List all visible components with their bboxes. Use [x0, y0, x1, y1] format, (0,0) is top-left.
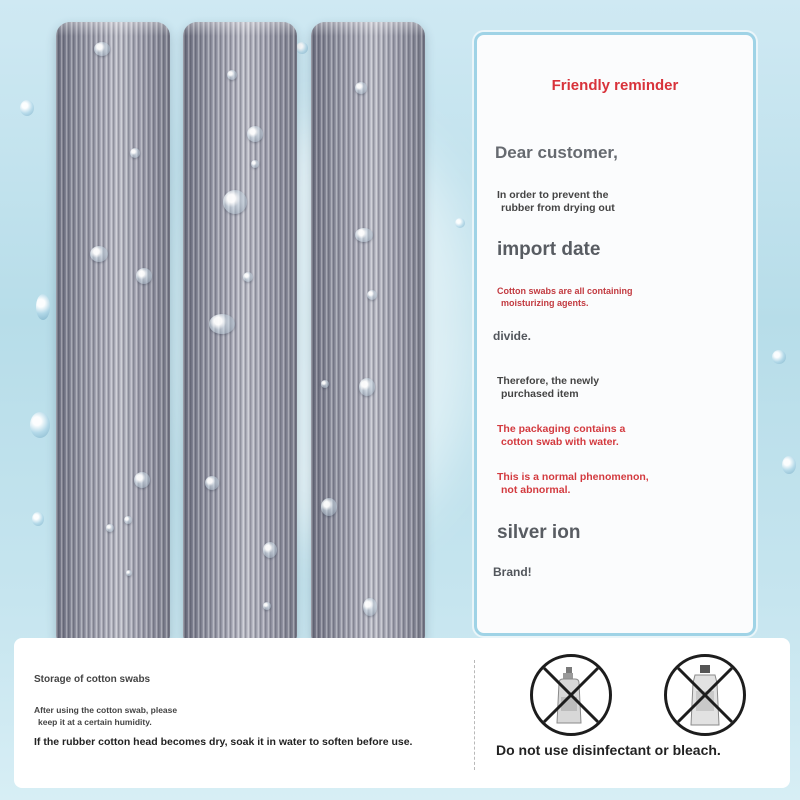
text-brand: Brand!	[493, 565, 532, 579]
water-drop	[94, 42, 110, 56]
text-line: cotton swab with water.	[501, 436, 619, 448]
water-drop	[30, 412, 50, 438]
text-line: keep it at a certain humidity.	[38, 717, 152, 727]
text-divide: divide.	[493, 329, 532, 343]
water-drop	[251, 160, 259, 168]
text-line: purchased item	[501, 388, 579, 400]
water-drop	[126, 570, 132, 576]
water-drop	[227, 70, 237, 80]
water-drop	[321, 380, 329, 388]
greeting: Dear customer,	[495, 143, 618, 162]
reminder-card	[474, 32, 756, 636]
water-drop	[243, 272, 253, 282]
water-drop	[263, 542, 277, 558]
water-drop	[363, 598, 377, 616]
text-line: Cotton swabs are all containing	[497, 286, 633, 296]
paragraph-prevent-drying	[497, 189, 615, 215]
paragraph-packaging-water	[497, 423, 625, 449]
water-drop	[296, 42, 308, 54]
water-drop	[359, 378, 375, 396]
water-drop	[134, 472, 150, 488]
text-line: After using the cotton swab, please	[34, 705, 178, 715]
water-drop	[32, 512, 44, 526]
storage-instructions	[34, 704, 177, 728]
water-drop	[247, 126, 263, 142]
storage-title: Storage of cotton swabs	[34, 674, 151, 685]
no-disinfectant-icon	[530, 654, 612, 736]
water-drop	[36, 294, 50, 320]
text-line: In order to prevent the	[497, 189, 609, 201]
sponge-roller-2	[183, 22, 297, 640]
text-line: This is a normal phenomenon,	[497, 471, 649, 483]
sponge-roller-3	[311, 22, 425, 640]
paragraph-newly-purchased	[497, 375, 599, 401]
water-drop	[90, 246, 108, 262]
water-drop	[106, 524, 114, 532]
water-drop	[455, 218, 465, 228]
heading-silver-ion: silver ion	[497, 522, 581, 543]
water-drop	[209, 314, 235, 334]
reminder-title: Friendly reminder	[551, 77, 679, 94]
water-drop	[367, 290, 377, 300]
water-drop	[355, 228, 373, 242]
water-drop	[20, 100, 34, 116]
storage-info-panel	[14, 638, 790, 788]
water-drop	[130, 148, 140, 158]
water-drop	[321, 498, 337, 516]
water-drop	[124, 516, 132, 524]
water-drop	[136, 268, 152, 284]
paragraph-normal-phenomenon	[497, 471, 649, 497]
water-drop	[205, 476, 219, 490]
panel-divider	[474, 660, 475, 770]
text-line: moisturizing agents.	[501, 298, 589, 308]
soak-tip: If the rubber cotton head becomes dry, soak it in water to soften before use.	[34, 736, 413, 748]
sponge-roller-1	[56, 22, 170, 640]
warning-text: Do not use disinfectant or bleach.	[496, 742, 721, 758]
heading-import-date: import date	[497, 239, 601, 260]
water-drop	[772, 350, 786, 364]
water-drop	[782, 456, 796, 474]
text-line: rubber from drying out	[501, 202, 615, 214]
paragraph-moisturizing	[497, 285, 633, 309]
text-line: not abnormal.	[501, 484, 571, 496]
water-drop	[355, 82, 367, 94]
water-drop	[223, 190, 247, 214]
text-line: Therefore, the newly	[497, 375, 600, 387]
text-line: The packaging contains a	[497, 423, 626, 435]
water-drop	[263, 602, 271, 610]
no-bleach-icon	[664, 654, 746, 736]
